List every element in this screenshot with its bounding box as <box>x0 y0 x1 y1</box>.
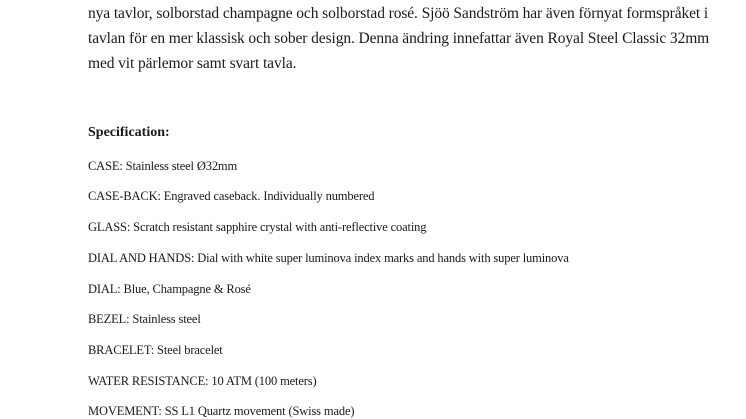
intro-text-line: med vit pärlemor samt svart tavla. <box>88 55 297 72</box>
spec-movement: MOVEMENT: SS L1 Quartz movement (Swiss made) <box>88 404 355 418</box>
spec-water-resistance: WATER RESISTANCE: 10 ATM (100 meters) <box>88 374 317 388</box>
spec-glass: GLASS: Scratch resistant sapphire crystal with anti-reflective coating <box>88 220 427 234</box>
spec-case: CASE: Stainless steel Ø32mm <box>88 159 238 173</box>
spec-dial-and-hands: DIAL AND HANDS: Dial with white super luminova index marks and hands with super luminova <box>88 251 569 265</box>
spec-bezel: BEZEL: Stainless steel <box>88 312 201 326</box>
spec-dial: DIAL: Blue, Champagne & Rosé <box>88 282 251 296</box>
spec-bracelet: BRACELET: Steel bracelet <box>88 343 223 357</box>
intro-text-line: nya tavlor, solborstad champagne och solborstad rosé. Sjöö Sandström har även förnyat formspråket i <box>88 5 709 22</box>
intro-text-line: tavlan för en mer klassisk och sober design. Denna ändring innefattar även Royal Steel Classic 32mm <box>88 30 710 47</box>
specification-heading: Specification: <box>88 125 170 140</box>
spec-case-back: CASE-BACK: Engraved caseback. Individually numbered <box>88 189 375 203</box>
